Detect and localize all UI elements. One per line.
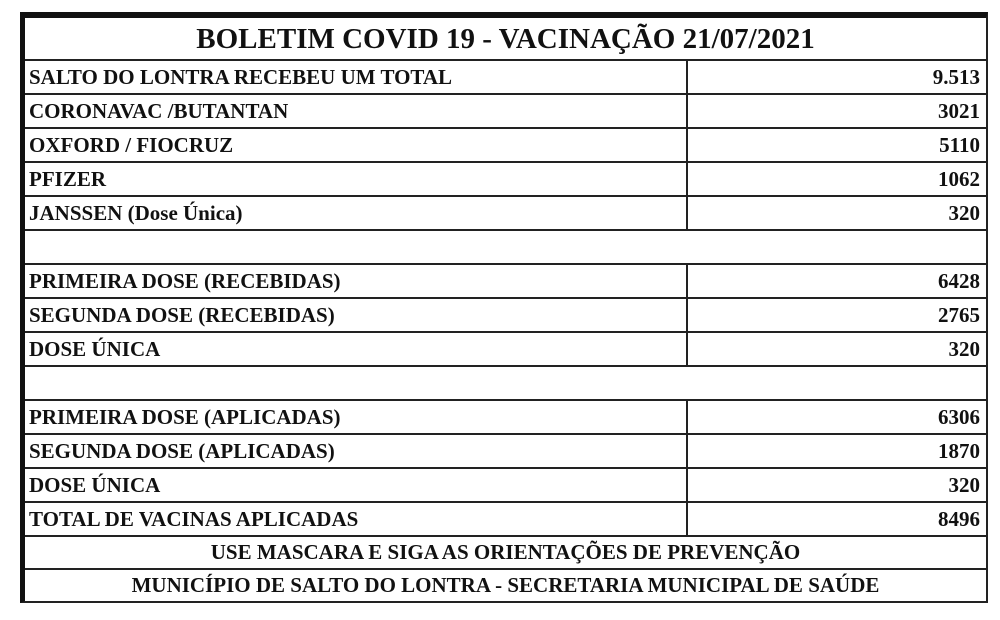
row-value: 3021 bbox=[686, 95, 986, 127]
table-row-single-dose-applied bbox=[25, 469, 986, 503]
row-label: DOSE ÚNICA bbox=[29, 336, 161, 361]
row-value: 320 bbox=[686, 469, 986, 501]
row-label: PRIMEIRA DOSE (APLICADAS) bbox=[29, 404, 341, 429]
row-value: 1062 bbox=[686, 163, 986, 195]
row-value: 6306 bbox=[686, 401, 986, 433]
row-label: OXFORD / FIOCRUZ bbox=[29, 132, 234, 157]
row-label: DOSE ÚNICA bbox=[29, 472, 161, 497]
table-row-pfizer bbox=[25, 163, 986, 197]
row-label: CORONAVAC /BUTANTAN bbox=[29, 98, 289, 123]
row-value: 5110 bbox=[686, 129, 986, 161]
row-label: PFIZER bbox=[29, 166, 107, 191]
footer-municipality: MUNICÍPIO DE SALTO DO LONTRA - SECRETARIA MUNICIPAL DE SAÚDE bbox=[131, 573, 880, 597]
table-row-first-dose-applied bbox=[25, 401, 986, 435]
footer-prevention-message: USE MASCARA E SIGA AS ORIENTAÇÕES DE PREVENÇÃO bbox=[25, 537, 986, 570]
table-row-oxford bbox=[25, 129, 986, 163]
row-label: SEGUNDA DOSE (APLICADAS) bbox=[29, 438, 335, 463]
row-value: 320 bbox=[686, 333, 986, 365]
table-row-total-applied bbox=[25, 503, 986, 537]
table-row-janssen bbox=[25, 197, 986, 231]
row-label: SEGUNDA DOSE (RECEBIDAS) bbox=[29, 302, 335, 327]
row-value: 8496 bbox=[686, 503, 986, 535]
table-row-coronavac bbox=[25, 95, 986, 129]
row-value: 9.513 bbox=[686, 61, 986, 93]
table-row-first-dose-received bbox=[25, 265, 986, 299]
row-label: JANSSEN (Dose Única) bbox=[29, 200, 243, 225]
covid-bulletin-table bbox=[20, 12, 988, 603]
row-value: 2765 bbox=[686, 299, 986, 331]
spacer-row bbox=[25, 231, 986, 265]
bulletin-title: BOLETIM COVID 19 - VACINAÇÃO 21/07/2021 bbox=[25, 18, 986, 61]
row-value: 6428 bbox=[686, 265, 986, 297]
row-value: 320 bbox=[686, 197, 986, 229]
row-label: PRIMEIRA DOSE (RECEBIDAS) bbox=[29, 268, 341, 293]
table-row-second-dose-received bbox=[25, 299, 986, 333]
table-row-second-dose-applied bbox=[25, 435, 986, 469]
table-row-single-dose-received bbox=[25, 333, 986, 367]
row-label: TOTAL DE VACINAS APLICADAS bbox=[29, 506, 359, 531]
row-value: 1870 bbox=[686, 435, 986, 467]
row-label: SALTO DO LONTRA RECEBEU UM TOTAL bbox=[29, 64, 453, 89]
table-row-total-received bbox=[25, 61, 986, 95]
spacer-row bbox=[25, 367, 986, 401]
